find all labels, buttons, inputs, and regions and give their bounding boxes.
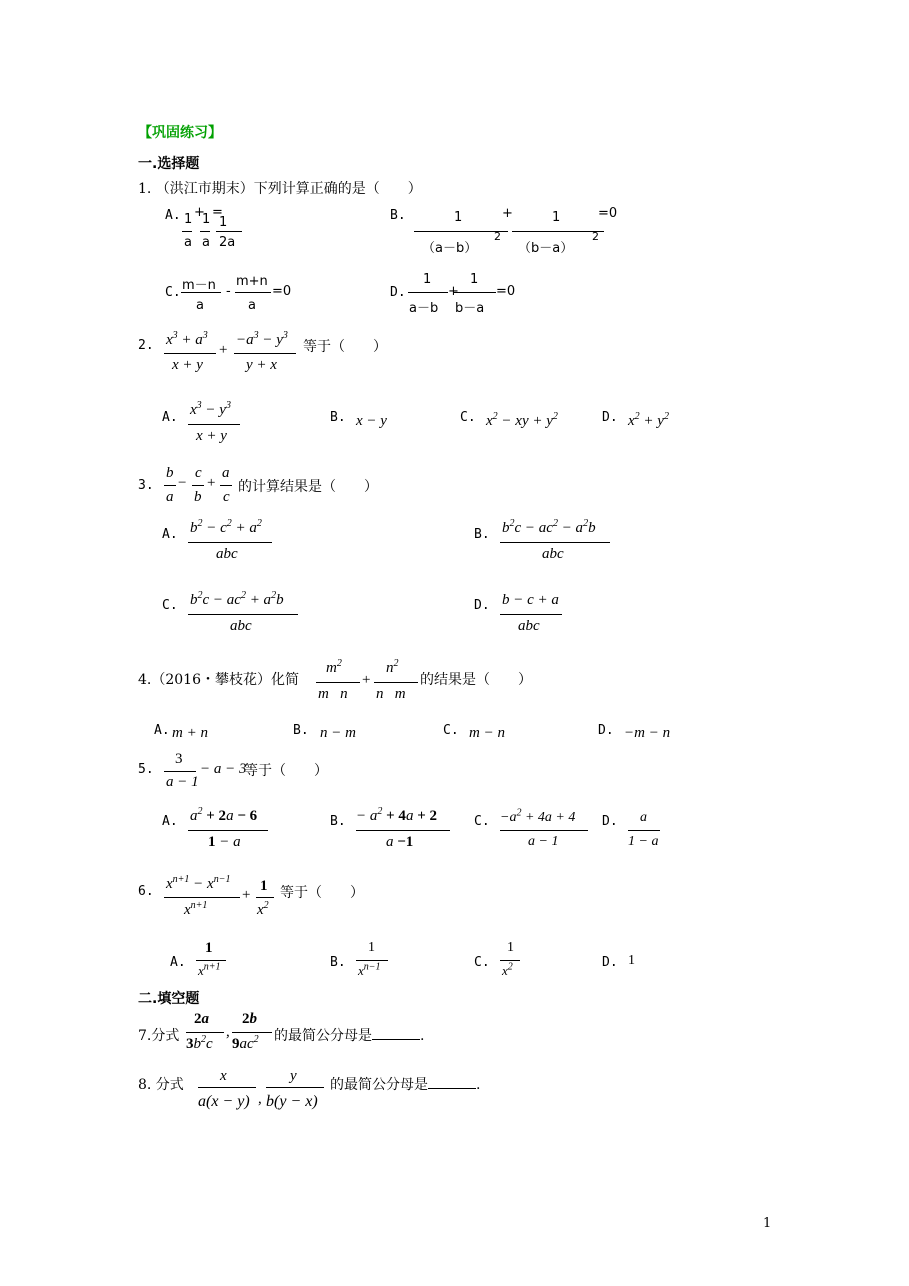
- q1-option-a-label: A.: [165, 208, 181, 223]
- q6-option-c-formula: 1 $x^2$: [498, 940, 528, 988]
- q3-option-c-label: C.: [162, 598, 178, 613]
- q2-option-b-label: B.: [330, 410, 346, 425]
- q4-option-b-label: B.: [293, 723, 309, 738]
- q8-tail: [330, 1074, 480, 1094]
- q6-option-d-label: D.: [602, 955, 618, 970]
- q1-stem: 1. （洪江市期末）下列计算正确的是（ ）: [138, 181, 422, 197]
- q7-tail-text: 的最简公分母是: [274, 1028, 372, 1044]
- q1-option-d-label: D.: [390, 285, 406, 300]
- q4-expression: $m^2$ m n + $n^2$ n m: [314, 658, 424, 710]
- q2-tail: 等于（ ）: [303, 339, 387, 355]
- q6-tail: 等于（ ）: [280, 885, 364, 901]
- q3-tail: 的计算结果是（ ）: [238, 479, 378, 495]
- q7-stem: 7.分式: [138, 1028, 180, 1044]
- q6-option-b-formula: 1 $x^{n-1}$: [354, 940, 394, 988]
- q4-option-a-label: A.: [154, 723, 170, 738]
- q8-stem: 8. 分式: [138, 1077, 184, 1093]
- q8-answer-blank[interactable]: [428, 1076, 476, 1089]
- q8-expression: x a(x − y) , y b(y − x): [196, 1065, 336, 1117]
- q6-option-b-label: B.: [330, 955, 346, 970]
- q3-option-b-label: B.: [474, 527, 490, 542]
- q4-option-d-label: D.: [598, 723, 614, 738]
- q2-option-c-formula: $x^2$ − xy + $y^2$: [486, 411, 558, 429]
- q1-option-b-label: B.: [390, 208, 406, 223]
- q6-option-a-label: A.: [170, 955, 186, 970]
- q2-option-d-formula: $x^2 + y^2$: [628, 411, 669, 429]
- q3-option-a-label: A.: [162, 527, 178, 542]
- q6-option-a-formula: 1 $x^{n+1}$: [194, 940, 234, 988]
- q8-end: .: [476, 1077, 481, 1093]
- q7-expression: 2a $3b^2c$ , 2b $9ac^2$: [184, 1010, 274, 1060]
- q5-option-c-label: C.: [474, 814, 490, 829]
- q2-option-b-formula: x − y: [356, 413, 387, 429]
- q5-option-c-formula: $-a^2 + 4a + 4$ a − 1: [498, 806, 598, 856]
- q2-option-a-formula: $x^3 - y^3$ x + y: [186, 400, 246, 450]
- part2-title: 二.填空题: [138, 991, 200, 1007]
- q8-tail-text: 的最简公分母是: [330, 1077, 428, 1093]
- q5-option-a-label: A.: [162, 814, 178, 829]
- q2-option-d-label: D.: [602, 410, 618, 425]
- q3-option-d-label: D.: [474, 598, 490, 613]
- q3-number: 3.: [138, 478, 154, 493]
- q4-stem: 4.（2016・攀枝花）化简: [138, 672, 299, 688]
- q3-option-b-formula: $b^2c - ac^2 - a^2b$ abc: [498, 518, 618, 568]
- q4-option-d-formula: −m − n: [624, 725, 671, 741]
- q3-option-d-formula: b − c + a abc: [498, 590, 578, 640]
- q5-option-b-formula: − $a^2 + 4a + 2$ a −1: [354, 806, 454, 856]
- q1-option-c-label: C.: [165, 285, 181, 300]
- q5-option-d-formula: a 1 − a: [628, 810, 659, 849]
- q1-option-c-formula: m－n a - m+n a =0: [182, 274, 292, 313]
- q5-expression: 3 a − 1 − a − 3: [166, 751, 247, 790]
- q4-option-c-label: C.: [443, 723, 459, 738]
- q6-option-c-label: C.: [474, 955, 490, 970]
- q4-option-b-formula: n − m: [320, 725, 356, 741]
- section-header: 【巩固练习】: [138, 125, 222, 141]
- q1-option-b-formula: 1 （a－b） 2 + 1 （b－a） 2 =0: [410, 204, 620, 259]
- q6-expression: $x^{n+1} - x^{n-1}$ $x^{n+1}$ + 1 $x^2$: [162, 874, 282, 924]
- part1-title: 一.选择题: [138, 156, 200, 172]
- q4-option-c-formula: m − n: [469, 725, 505, 741]
- q2-option-a-label: A.: [162, 410, 178, 425]
- q3-option-c-formula: $b^2c - ac^2 + a^2b$ abc: [186, 590, 306, 640]
- q5-option-a-formula: $a^2 + 2a - 6$ 1 − a: [186, 806, 276, 856]
- q5-option-b-label: B.: [330, 814, 346, 829]
- q6-option-d-formula: 1: [628, 953, 635, 968]
- q6-number: 6.: [138, 884, 154, 899]
- q7-end: .: [420, 1028, 425, 1044]
- q5-tail: 等于（ ）: [244, 763, 328, 779]
- page-number: 1: [763, 1216, 772, 1231]
- q7-answer-blank[interactable]: [372, 1027, 420, 1040]
- q1-option-d-formula: 1 a－b + 1 b－a =0: [409, 272, 516, 316]
- q4-tail: 的结果是（ ）: [420, 672, 532, 688]
- q2-expression: $x^3 + a^3$ x + y + $-a^3 - y^3$ y + x: [162, 330, 302, 378]
- q4-option-a-formula: m + n: [172, 725, 208, 741]
- q2-number: 2.: [138, 338, 154, 353]
- q2-option-c-label: C.: [460, 410, 476, 425]
- q5-option-d-label: D.: [602, 814, 618, 829]
- q5-number: 5.: [138, 762, 154, 777]
- q7-tail: [274, 1025, 424, 1045]
- q3-option-a-formula: $b^2 - c^2 + a^2$ abc: [186, 518, 286, 568]
- q1-option-a-formula: 1 + 1 = 1 a a 2a: [170, 207, 280, 257]
- q3-expression: b a − c b + a c: [162, 464, 242, 512]
